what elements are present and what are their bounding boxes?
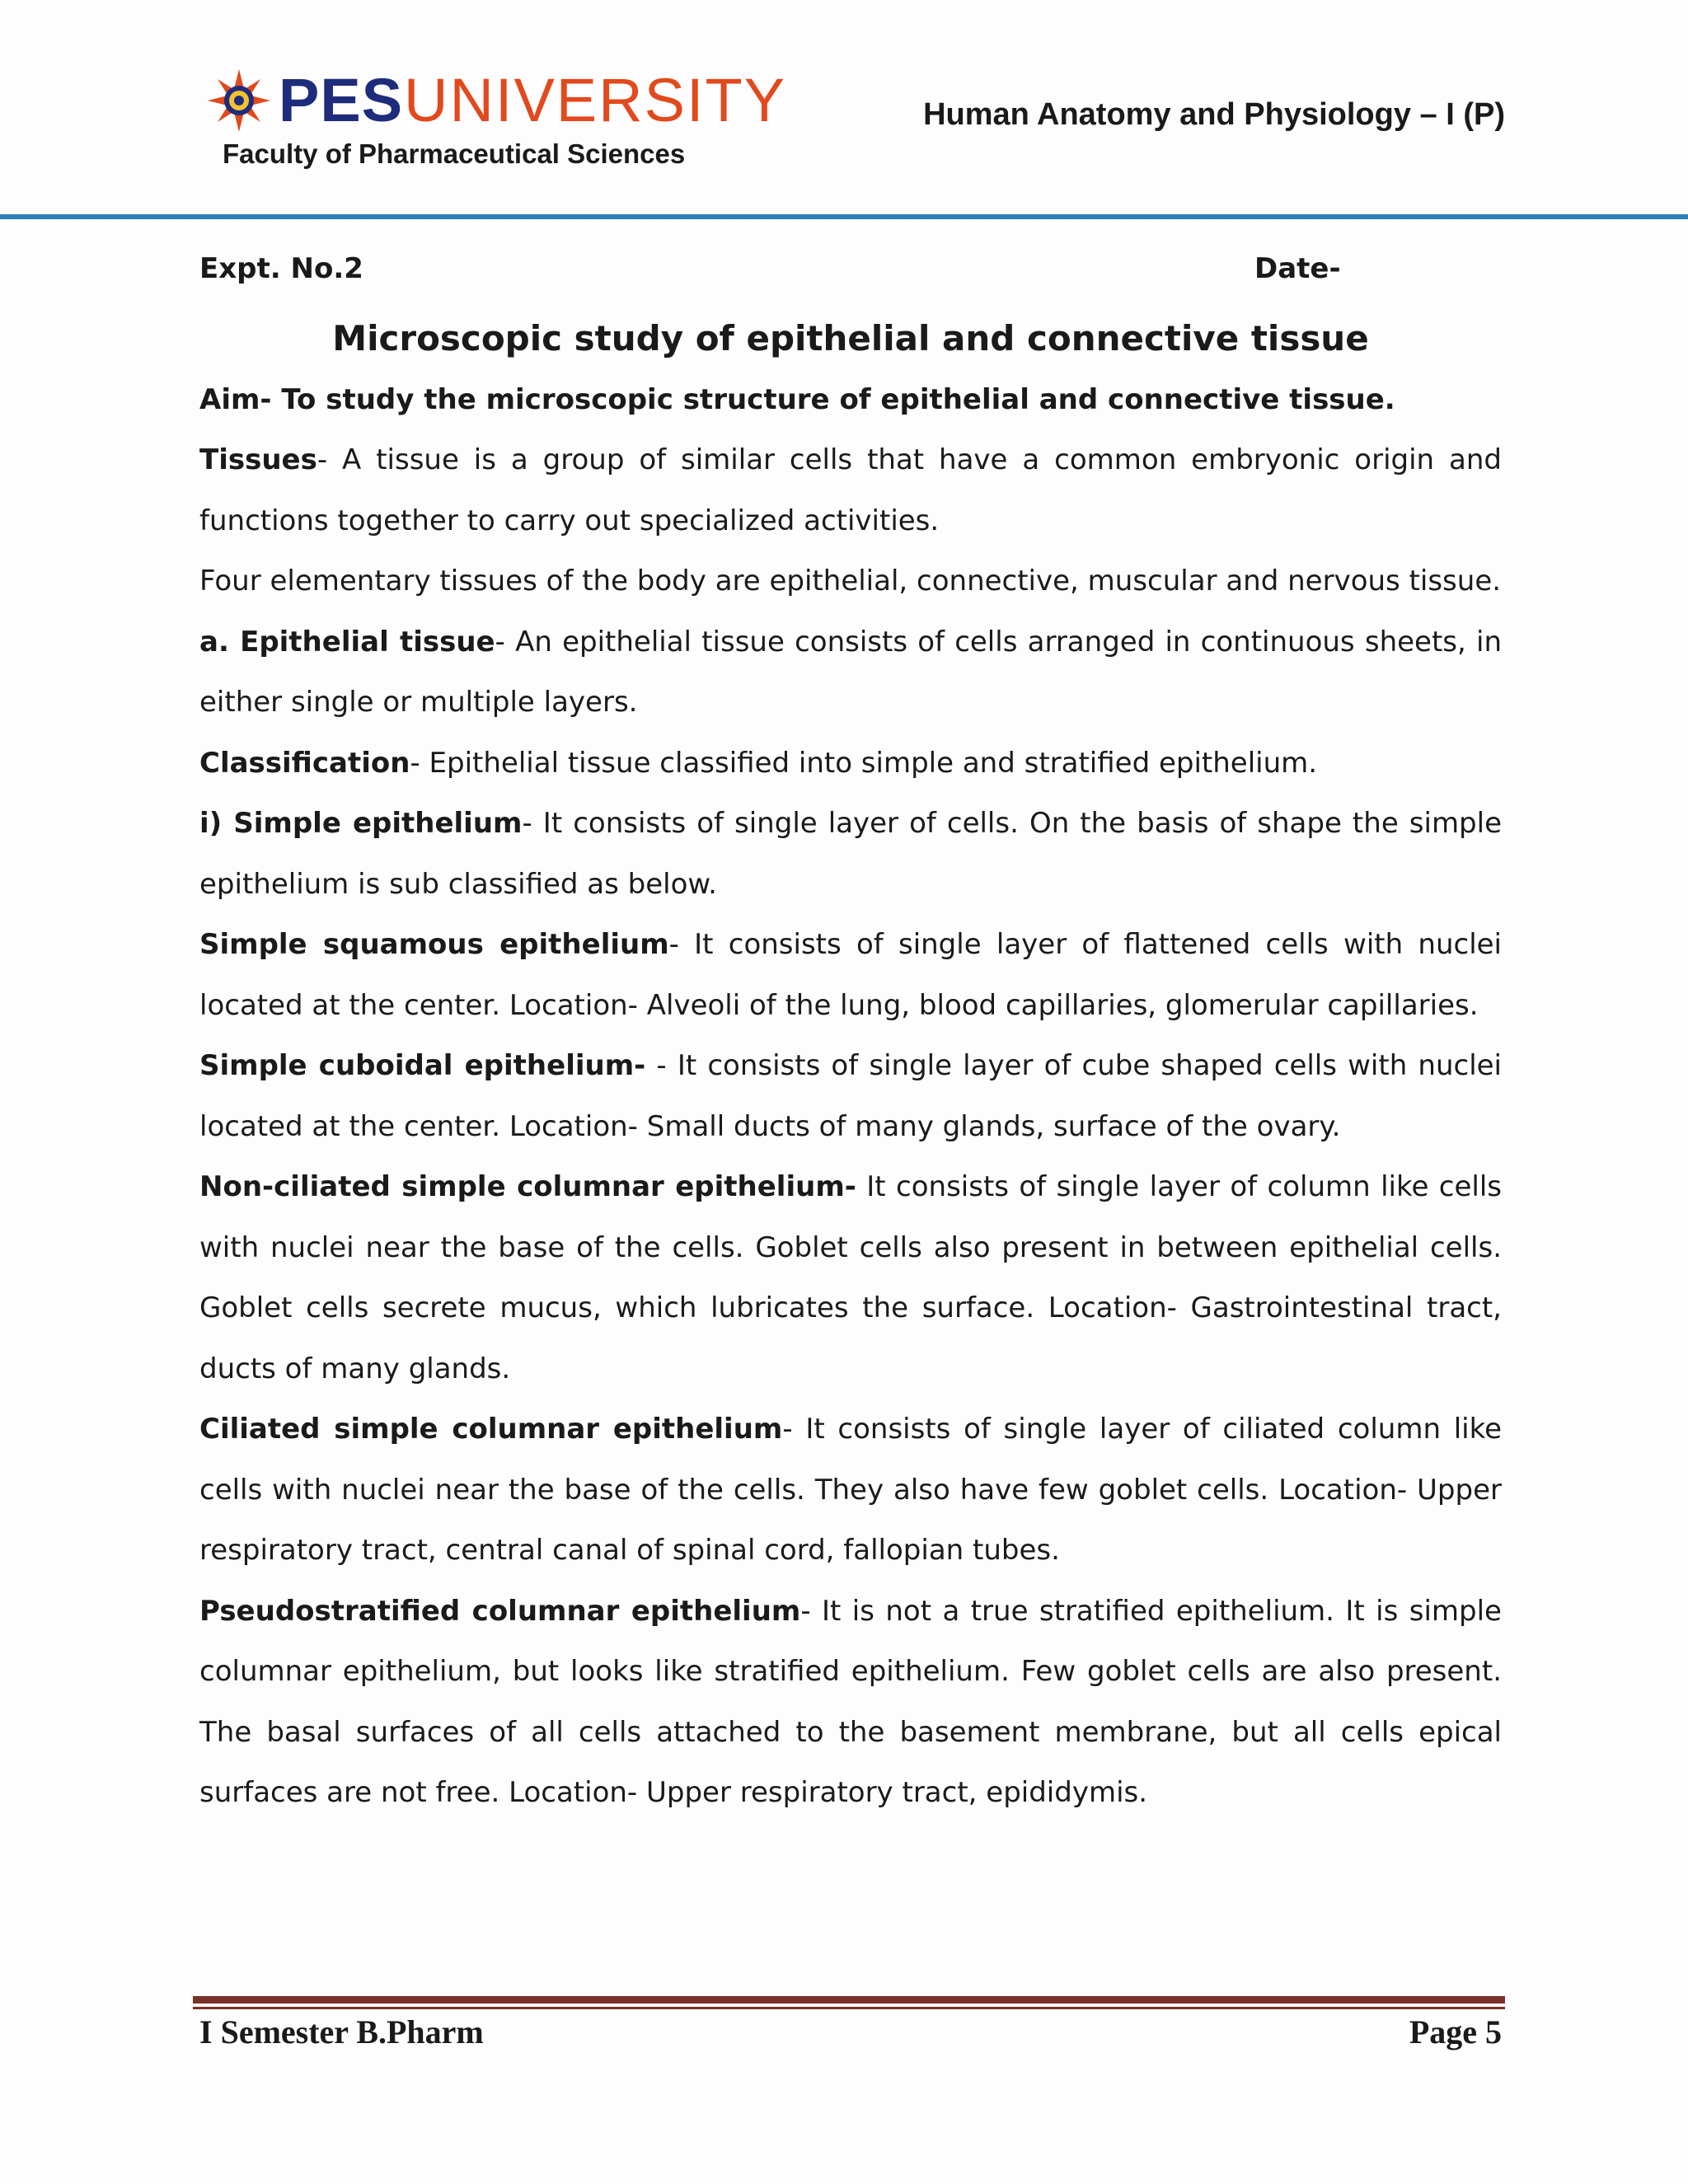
paragraph-text: - It consists of single layer of cube shaped cells with nuclei located at the center. Location- Small ducts of many glands, surface of the ovary. (199, 1049, 1503, 1143)
date-label: Date- (1254, 252, 1341, 285)
paragraph-classification (199, 733, 1502, 794)
faculty-name: Faculty of Pharmaceutical Sciences (223, 138, 686, 169)
paragraph-term: a. Epithelial tissue (199, 625, 495, 658)
paragraph-term: Ciliated simple columnar epithelium (199, 1413, 783, 1446)
paragraph-epithelial-tissue (199, 612, 1502, 733)
footer-semester: I Semester B.Pharm (199, 2013, 484, 2050)
experiment-number: Expt. No.2 (199, 252, 363, 285)
university-emblem-icon (206, 68, 272, 134)
experiment-title: Microscopic study of epithelial and connective tissue (332, 318, 1369, 359)
page-content (199, 244, 1502, 1824)
course-title: Human Anatomy and Physiology – I (P) (923, 97, 1505, 132)
paragraph-text: - Epithelial tissue classified into simple and stratified epithelium. (410, 746, 1318, 780)
paragraph-text: It consists of single layer of column like cells with nuclei near the base of the cells. Goblet cells also present in between epithelial cells. Goblet cells secrete mucus, which lubricates the surface. Location- Gastrointestinal tract, ducts of many glands. (199, 1170, 1502, 1385)
experiment-aim: Aim- To study the microscopic structure of epithelial and connective tissue. (199, 383, 1395, 416)
paragraph-text: - It consists of single layer of cells. On the basis of shape the simple epithelium is sub classified as below. (199, 807, 1503, 901)
experiment-meta (199, 244, 1502, 295)
paragraph-non-ciliated-columnar (199, 1157, 1502, 1399)
paragraph-text: - It consists of single layer of ciliated column like cells with nuclei near the base of the cells. They also have few goblet cells. Location- Upper respiratory tract, central canal of spinal cord, fallopian tubes. (199, 1413, 1502, 1567)
paragraph-text: - It is not a true stratified epithelium. It is simple columnar epithelium, but looks like stratified epithelium. Few goblet cells are also present. The basal surfaces of all cells attached to the basement membrane, but all cells epical surfaces are not free. Location- Upper respiratory tract, epididymis. (199, 1594, 1502, 1809)
paragraph-term: Pseudostratified columnar epithelium (199, 1594, 801, 1628)
paragraph-text: Four elementary tissues of the body are epithelial, connective, muscular and nervous tissue. (199, 565, 1502, 598)
paragraph-term: Non-ciliated simple columnar epithelium- (199, 1170, 856, 1203)
paragraph-simple-squamous (199, 915, 1502, 1036)
logo-university-text: UNIVERSITY (404, 66, 787, 134)
university-logo (206, 64, 787, 171)
paragraph-term: Classification (199, 746, 410, 780)
paragraph-term: Tissues (199, 443, 317, 476)
paragraph-text: - A tissue is a group of similar cells that have a common embryonic origin and functions together to carry out specialized activities. (199, 443, 1502, 537)
paragraph-elementary-tissues (199, 551, 1502, 612)
paragraph-pseudostratified (199, 1582, 1502, 1824)
paragraph-text: - An epithelial tissue consists of cells arranged in continuous sheets, in either single or multiple layers. (199, 625, 1502, 719)
footer-divider (193, 1996, 1505, 2004)
paragraph-term: Simple squamous epithelium (199, 928, 669, 961)
paragraph-ciliated-columnar (199, 1399, 1502, 1582)
paragraph-term: i) Simple epithelium (199, 807, 523, 840)
header-divider (0, 214, 1688, 219)
paragraph-tissues (199, 430, 1502, 551)
paragraph-simple-epithelium (199, 794, 1502, 915)
paragraph-text: - It consists of single layer of flattened cells with nuclei located at the center. Location- Alveoli of the lung, blood capillaries, glomerular capillaries. (199, 928, 1502, 1022)
page-header (0, 0, 1688, 216)
paragraph-term: Simple cuboidal epithelium- (199, 1049, 646, 1082)
page-number: Page 5 (1409, 2013, 1502, 2050)
paragraph-simple-cuboidal (199, 1036, 1502, 1157)
logo-brand-text: PES (279, 66, 404, 134)
